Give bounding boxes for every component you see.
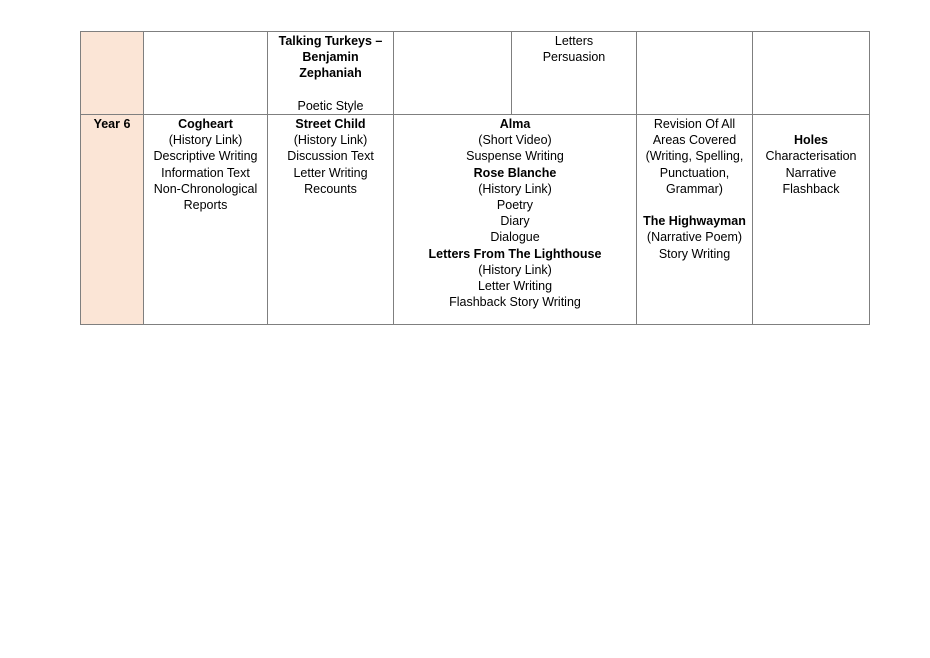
unit-detail: Poetry — [496, 198, 534, 213]
unit-detail: Punctuation, — [659, 165, 730, 180]
unit-title: Cogheart — [178, 117, 233, 131]
term-cell — [394, 32, 512, 115]
line-gap — [271, 82, 390, 98]
unit-detail: Flashback Story Writing — [449, 295, 581, 310]
year-label: Year 6 — [81, 115, 144, 325]
table-row-continued — [81, 32, 870, 115]
term-cell-spring — [394, 115, 637, 325]
unit-detail: Flashback — [782, 181, 840, 196]
unit-detail: Persuasion — [542, 50, 606, 65]
unit-detail: Descriptive Writing — [153, 149, 258, 164]
unit-detail: Story Writing — [658, 246, 731, 261]
unit-title: Talking Turkeys – — [278, 34, 383, 48]
term-cell — [753, 32, 870, 115]
unit-detail: Poetic Style — [297, 98, 364, 113]
term-cell — [144, 32, 268, 115]
unit-detail: Letters — [554, 34, 594, 48]
term-cell — [512, 32, 637, 115]
unit-title: Holes — [793, 133, 829, 148]
year-cell-empty — [81, 32, 144, 115]
unit-detail: (History Link) — [293, 133, 368, 148]
unit-detail: Diary — [500, 214, 530, 229]
unit-detail: Narrative — [785, 165, 837, 180]
unit-detail: (Narrative Poem) — [646, 230, 743, 245]
term-cell — [637, 32, 753, 115]
unit-detail: Dialogue — [490, 230, 540, 245]
unit-title: Benjamin Zephaniah — [299, 50, 362, 81]
unit-detail: Grammar) — [666, 181, 723, 196]
unit-title: The Highwayman — [643, 214, 746, 229]
unit-detail: Suspense Writing — [466, 149, 564, 164]
unit-detail: Reports — [183, 198, 228, 213]
unit-detail: Discussion Text — [287, 149, 374, 164]
unit-detail: (Writing, Spelling, — [645, 149, 744, 164]
unit-title: Street Child — [295, 117, 366, 131]
unit-detail: Recounts — [304, 181, 357, 196]
unit-detail: Non-Chronological — [153, 181, 258, 196]
curriculum-table — [80, 31, 870, 325]
unit-detail: Revision Of All — [653, 117, 736, 131]
unit-detail: Letter Writing — [477, 279, 553, 294]
term-cell-summer-2 — [753, 115, 870, 325]
unit-title: Alma — [499, 117, 531, 131]
unit-detail: (History Link) — [478, 181, 552, 196]
line-gap — [640, 197, 749, 213]
unit-detail: Information Text — [161, 165, 250, 180]
unit-title: Rose Blanche — [473, 165, 557, 180]
unit-detail: Areas Covered — [652, 133, 737, 148]
unit-detail: Letter Writing — [293, 165, 368, 180]
table-row-year-6 — [81, 115, 870, 325]
term-cell-summer-1 — [637, 115, 753, 325]
line-gap — [756, 116, 866, 132]
unit-detail: (History Link) — [168, 133, 243, 148]
unit-detail: (Short Video) — [478, 133, 552, 148]
unit-detail: Characterisation — [765, 149, 857, 164]
term-cell-autumn-2 — [268, 115, 394, 325]
unit-title: Letters From The Lighthouse — [428, 246, 602, 261]
unit-detail: (History Link) — [478, 262, 552, 277]
term-cell-autumn-1 — [144, 115, 268, 325]
term-cell — [268, 32, 394, 115]
